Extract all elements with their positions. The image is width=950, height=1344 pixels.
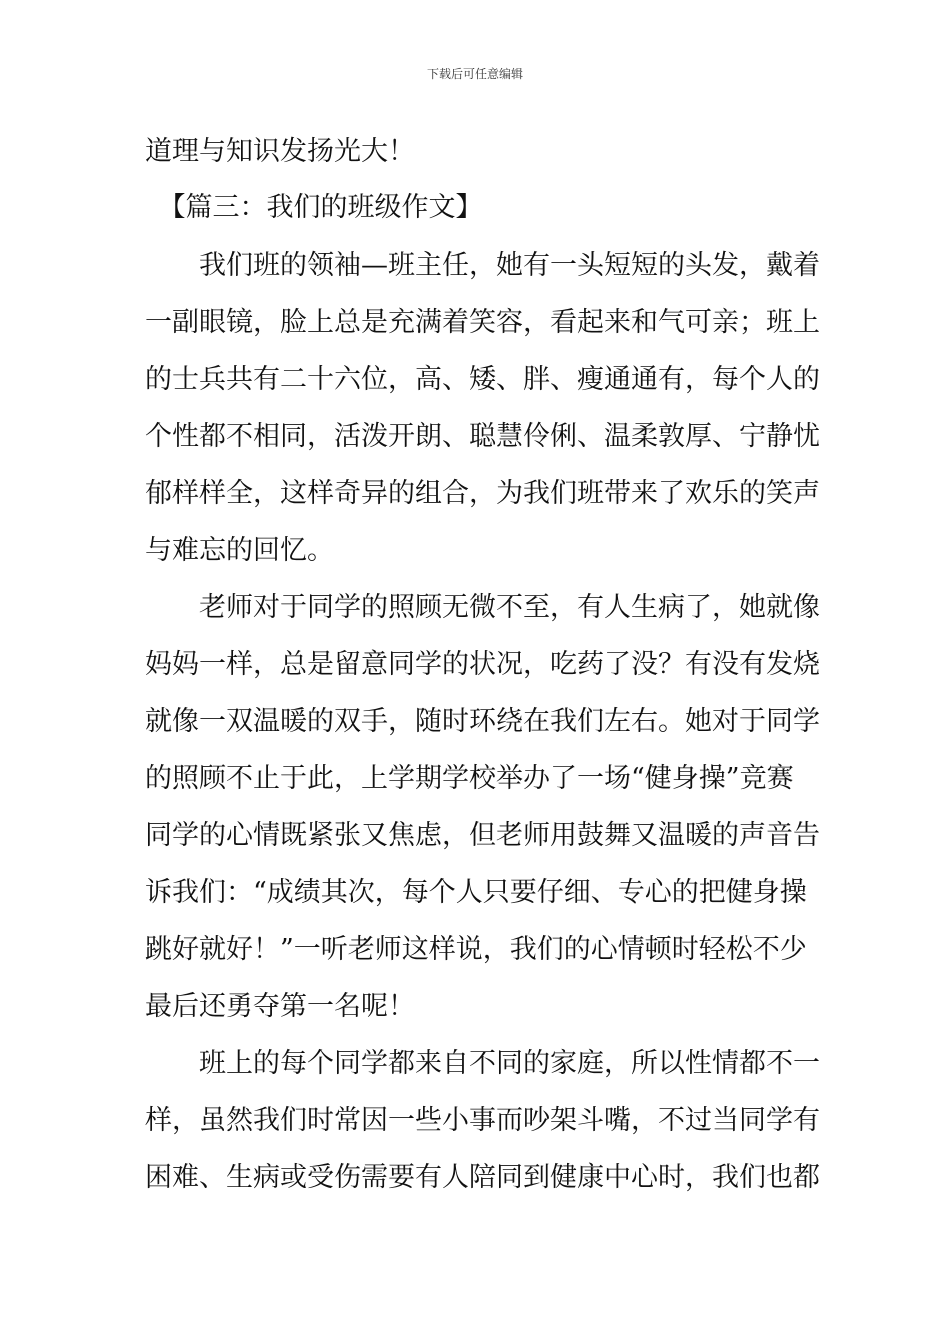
text-line: 的士兵共有二十六位，高、矮、胖、瘦通通有，每个人的 [145,364,820,395]
section-heading: 【篇三：我们的班级作文】 [145,192,483,223]
text-line: 妈妈一样，总是留意同学的状况，吃药了没？有没有发烧 [145,649,820,680]
text-line: 老师对于同学的照顾无微不至，有人生病了，她就像 [145,592,820,623]
text-line: 的照顾不止于此，上学期学校举办了一场“健身操”竞赛 [145,763,794,794]
text-line: 困难、生病或受伤需要有人陪同到健康中心时，我们也都 [145,1162,820,1193]
page-header: 下载后可任意编辑 [426,67,523,81]
text-line: 跳好就好！”一听老师这样说，我们的心情顿时轻松不少 [145,934,807,965]
text-line: 班上的每个同学都来自不同的家庭，所以性情都不一 [145,1048,820,1079]
text-line: 诉我们：“成绩其次，每个人只要仔细、专心的把健身操 [145,877,807,908]
text-line: 道理与知识发扬光大！ [145,136,415,167]
text-line: 样，虽然我们时常因一些小事而吵架斗嘴，不过当同学有 [145,1105,820,1136]
text-line: 郁样样全，这样奇异的组合，为我们班带来了欢乐的笑声 [145,478,820,509]
text-line: 与难忘的回忆。 [145,535,334,566]
text-line: 最后还勇夺第一名呢！ [145,991,415,1022]
text-line: 个性都不相同，活泼开朗、聪慧伶俐、温柔敦厚、宁静忧 [145,421,820,452]
text-line: 我们班的领袖—班主任，她有一头短短的头发，戴着 [145,250,820,281]
text-line: 同学的心情既紧张又焦虑，但老师用鼓舞又温暖的声音告 [145,820,820,851]
text-line: 一副眼镜，脸上总是充满着笑容，看起来和气可亲；班上 [145,307,820,338]
text-line: 就像一双温暖的双手，随时环绕在我们左右。她对于同学 [145,706,820,737]
